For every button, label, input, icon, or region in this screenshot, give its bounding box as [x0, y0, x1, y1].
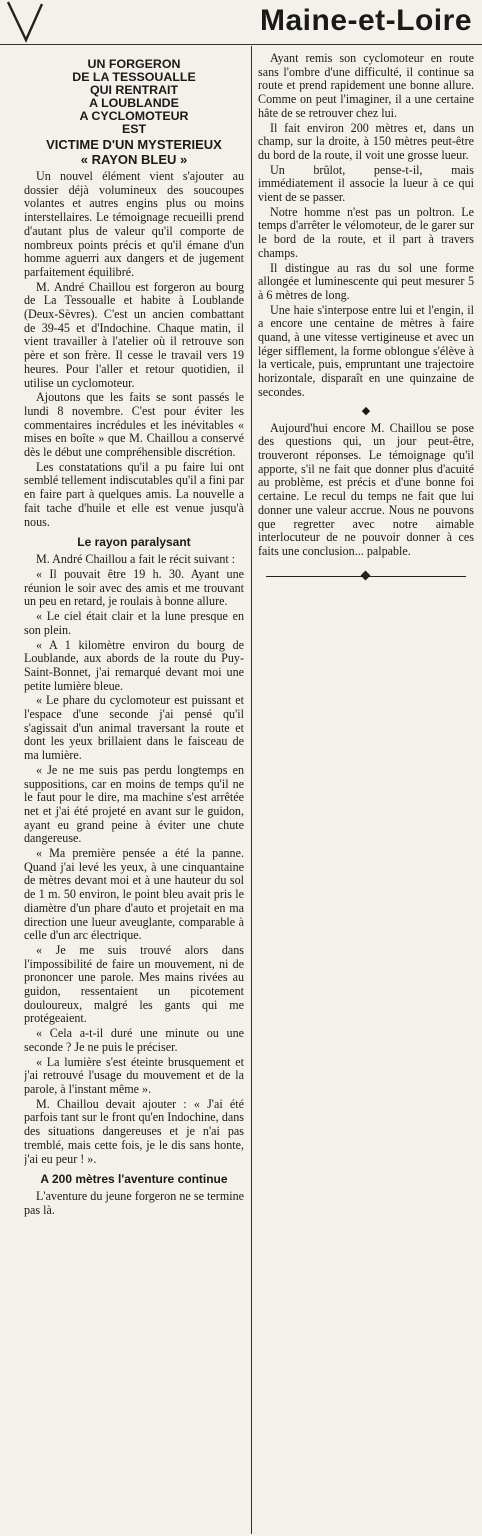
paragraph: « Ma première pensée a été la panne. Quand j'ai levé les yeux, à une cinquantaine de mètres devant moi et à une hauteur du sol de 1 m. 50 environ, le point bleu avait pris le diamètre d'un phare d'auto et projetait en ma direction une lueur aveuglante, comparable à celle d'un arc électrique. — [24, 846, 244, 943]
paragraph: Un nouvel élément vient s'ajouter au dossier déjà volumineux des soucoupes volantes et autres engins plus ou moins interstellaires. Le témoignage recueilli prend d'autant plus de valeur qu'il comporte de nombreux points précis et qu'il émane d'un homme aguerri aux dangers et de jugement parfaitement équilibré. — [24, 169, 244, 279]
paragraph: M. André Chaillou a fait le récit suivant : — [36, 552, 236, 567]
paragraph: Aujourd'hui encore M. Chaillou se pose des questions qui, un jour peut-être, trouveront réponses. Le témoignage qu'il apporte, s'il ne fait que donner plus d'acuité au problème, est précis et d'une bonne foi certaine. Le recul du temps ne fait que lui donner une valeur accrue. Nous ne pouvons que regretter avec notre aimable interlocuteur de ne pouvoir donner à ces faits une conclusion... palpable. — [258, 420, 474, 558]
paragraph: « Je ne me suis pas perdu longtemps en suppositions, car en moins de temps qu'il ne le faut pour le dire, ma machine s'est arrêtée net et j'ai été projeté en avant sur le guidon, ayant eu grand peine à éviter une chute dangereuse. — [24, 762, 244, 846]
top-rule — [0, 44, 482, 45]
article-body-part-3 — [24, 1190, 244, 1217]
article-conclusion — [258, 422, 474, 559]
paragraph: Ajoutons que les faits se sont passés le lundi 8 novembre. C'est pour éviter les commentaires incrédules et les inévitables « mises en boîte » que M. Chaillou a conservé dès le début une compréhensible discrétion. — [24, 390, 244, 460]
end-rule-diamond-icon — [361, 570, 371, 580]
article-body-part-1 — [24, 170, 244, 529]
headline-line: VICTIME D'UN MYSTERIEUX — [46, 137, 222, 152]
section-ornament-icon: ◆ — [361, 404, 371, 417]
paragraph: « Cela a-t-il duré une minute ou une seconde ? Je ne puis le préciser. — [24, 1026, 244, 1054]
column-rule — [251, 46, 252, 1534]
paragraph: Ayant remis son cyclomoteur en route sans l'ombre d'une difficulté, il continue sa route et prend rapidement une bonne allure. Comme on peut l'imaginer, il a une certaine hâte de se retrouver chez lui. — [258, 51, 474, 120]
right-column — [258, 52, 474, 583]
pen-stroke-mark-icon — [6, 0, 46, 44]
paragraph: Les constatations qu'il a pu faire lui ont semblé tellement indiscutables qu'il a fini par en faire part à quelques amis. La nouvelle a fait tache d'huile et elle est venue jusqu'à nous. — [24, 459, 244, 529]
end-of-article-rule — [266, 569, 466, 583]
headline-line: A CYCLOMOTEUR — [79, 109, 189, 123]
article-headline — [24, 58, 244, 166]
subheading-rayon: Le rayon paralysant — [77, 535, 191, 550]
paragraph: Un brûlot, pense-t-il, mais immédiatement il associe la lueur à ce qui vient de se passer. — [258, 162, 474, 205]
paragraph: « A 1 kilomètre environ du bourg de Loublande, aux abords de la route du Puy-Saint-Bonnet, j'ai remarqué devant moi une petite lumière bleue. — [24, 637, 244, 693]
paragraph: L'aventure du jeune forgeron ne se termine pas là. — [24, 1189, 244, 1217]
paragraph: Notre homme n'est pas un poltron. Le temps d'arrêter le vélomoteur, de le garer sur le bord de la route, et il part à travers champs. — [258, 204, 474, 260]
paragraph: Une haie s'interpose entre lui et l'engin, il a encore une centaine de mètres à faire quand, à une vitesse vertigineuse et avec un léger sifflement, la forme oblongue s'élève à la verticale, puis, empruntant une trajectoire horizontale, disparaît en une quinzaine de secondes. — [258, 302, 474, 399]
paragraph: « Le phare du cyclomoteur est puissant et l'espace d'une seconde j'ai pensé qu'il s'agissait d'un animal traversant la route et dont les yeux brillaient dans le faisceau de ma lumière. — [24, 693, 244, 763]
section-title: Maine-et-Loire — [259, 4, 473, 37]
article-body-part-2 — [24, 553, 244, 1166]
article-body-part-4 — [258, 52, 474, 400]
paragraph: Il distingue au ras du sol une forme allongée et luminescente qui peut mesurer 5 à 6 mètres de long. — [258, 260, 474, 302]
paragraph: « Il pouvait être 19 h. 30. Ayant une réunion le soir avec des amis et me trouvant un peu en retard, je roulais à bonne allure. — [24, 566, 244, 609]
left-column — [24, 48, 244, 1533]
headline-line: QUI RENTRAIT — [89, 83, 179, 97]
paragraph: « Je me suis trouvé alors dans l'impossibilité de faire un mouvement, ni de prononcer une parole. Mes mains rivées au guidon, ressentaient un picotement douloureux, malgré les gants qui me protégeaient. — [24, 942, 244, 1026]
headline-line: UN FORGERON — [87, 57, 181, 71]
paragraph: M. André Chaillou est forgeron au bourg de La Tessoualle et habite à Loublande (Deux-Sèvres). C'est un ancien combattant de 39-45 et d'Indochine. Chaque matin, il vient travailler à l'atelier où il retrouve son père et son frère. Il cesse le travail vers 19 heures. Pour l'aller et retour quotidien, il utilise un cyclomoteur. — [24, 279, 244, 390]
headline-line: « RAYON BLEU » — [80, 152, 188, 167]
paragraph: « Le ciel était clair et la lune presque en son plein. — [24, 609, 244, 637]
headline-line: A LOUBLANDE — [89, 96, 179, 110]
paragraph: Il fait environ 200 mètres et, dans un champ, sur la droite, à 150 mètres peut-être du bord de la route, il voit une grosse lueur. — [258, 120, 474, 162]
paragraph: M. Chaillou devait ajouter : « J'ai été parfois tant sur le front qu'en Indochine, dans des situations dangereuses et je n'ai pas tremblé, mais cette fois, je le dis sans honte, j'ai eu peur ! ». — [24, 1096, 244, 1166]
headline-line: EST — [121, 122, 147, 136]
subheading-200-metres: A 200 mètres l'aventure continue — [40, 1172, 228, 1187]
paragraph: « La lumière s'est éteinte brusquement et j'ai retrouvé l'usage du mouvement et de la parole, à l'instant même ». — [24, 1054, 244, 1096]
headline-line: DE LA TESSOUALLE — [72, 70, 196, 84]
